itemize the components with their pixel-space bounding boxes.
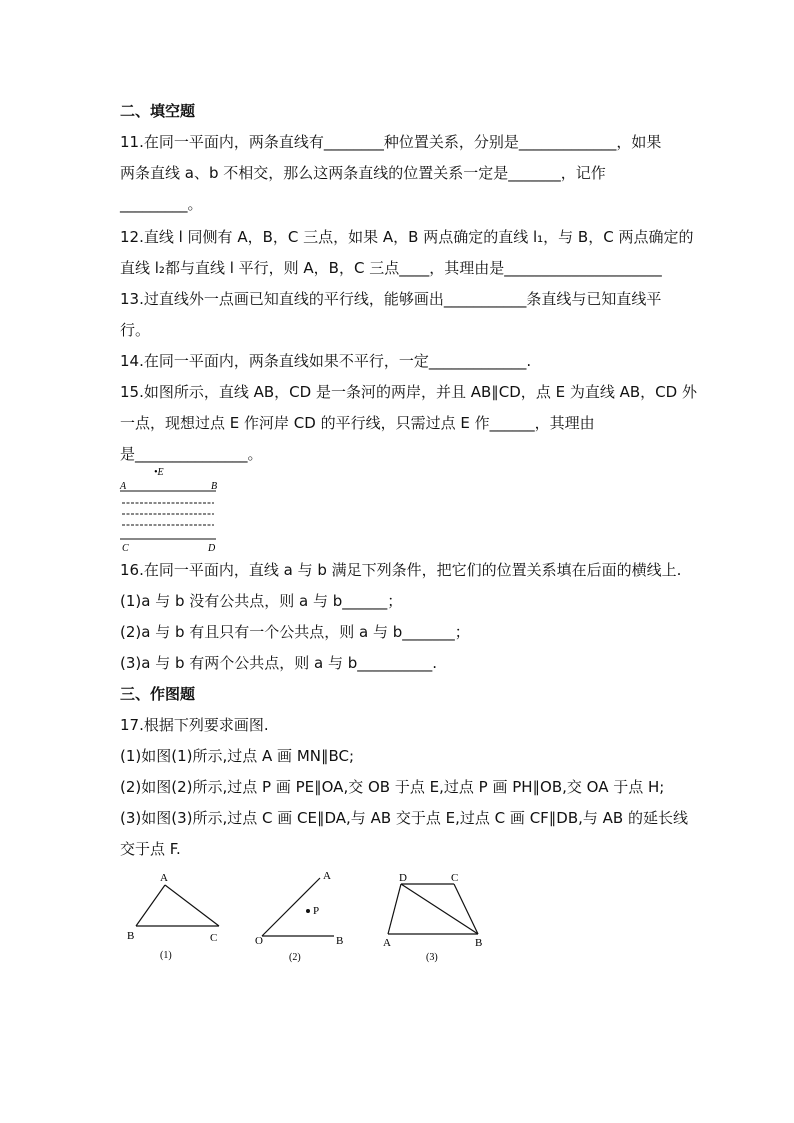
fig3-caption: (3) bbox=[426, 952, 438, 963]
section-title-fill-in: 二、填空题 bbox=[120, 102, 196, 120]
q17-line-4: (3)如图(3)所示,过点 C 画 CE∥DA,与 AB 交于点 E,过点 C 画 CF∥DB,与 AB 的延长线 bbox=[120, 809, 688, 827]
fig2-point-b: B bbox=[336, 935, 344, 947]
q16-line-1: 16.在同一平面内，直线 a 与 b 满足下列条件，把它们的位置关系填在后面的横线上. bbox=[120, 561, 682, 579]
fig2-point-p: P bbox=[313, 905, 320, 917]
section-title-drawing: 三、作图题 bbox=[120, 685, 196, 703]
point-c-label: C bbox=[122, 543, 129, 554]
segment-da bbox=[388, 884, 401, 934]
fig3-point-b: B bbox=[475, 937, 483, 949]
q12-line-1: 12.直线 l 同侧有 A，B，C 三点，如果 A，B 两点确定的直线 l₁，与 B，C 两点确定的 bbox=[120, 228, 694, 246]
figure-1-triangle bbox=[122, 868, 232, 968]
q11-line-2: 两条直线 a、b 不相交，那么这两条直线的位置关系一定是_______，记作 bbox=[120, 164, 606, 182]
fig1-caption: (1) bbox=[160, 950, 172, 961]
fig3-point-a: A bbox=[383, 937, 391, 949]
segment-ac bbox=[165, 885, 219, 926]
point-d-label: D bbox=[208, 543, 216, 554]
fig2-point-o: O bbox=[255, 935, 263, 947]
fig1-point-a: A bbox=[160, 872, 168, 884]
q11-line-3: _________。 bbox=[120, 195, 203, 213]
fig3-point-c: C bbox=[451, 872, 459, 884]
fig1-point-c: C bbox=[210, 932, 218, 944]
fig2-point-a: A bbox=[323, 870, 331, 882]
q16-line-2: (1)a 与 b 没有公共点，则 a 与 b______； bbox=[120, 592, 403, 610]
point-b-label: B bbox=[211, 481, 218, 492]
q15-line-1: 15.如图所示，直线 AB，CD 是一条河的两岸，并且 AB∥CD，点 E 为直线 AB，CD 外 bbox=[120, 383, 697, 401]
q14-line-1: 14.在同一平面内，两条直线如果不平行，一定_____________. bbox=[120, 352, 532, 370]
q17-line-2: (1)如图(1)所示,过点 A 画 MN∥BC; bbox=[120, 747, 355, 765]
ray-oa bbox=[262, 878, 320, 936]
point-a-label: A bbox=[120, 481, 127, 492]
figure-3-trapezoid bbox=[378, 866, 498, 968]
point-p-dot bbox=[306, 909, 310, 913]
q16-line-3: (2)a 与 b 有且只有一个公共点，则 a 与 b_______； bbox=[120, 623, 470, 641]
q15-line-3: 是_______________。 bbox=[120, 445, 263, 463]
river-figure bbox=[116, 462, 228, 556]
point-e-label: •E bbox=[154, 467, 164, 478]
q16-line-4: (3)a 与 b 有两个公共点，则 a 与 b__________. bbox=[120, 654, 438, 672]
segment-ab bbox=[136, 885, 165, 926]
fig1-point-b: B bbox=[127, 930, 135, 942]
q15-line-2: 一点，现想过点 E 作河岸 CD 的平行线，只需过点 E 作______，其理由 bbox=[120, 414, 595, 432]
q12-line-2: 直线 l₂都与直线 l 平行，则 A，B，C 三点____，其理由是_____________________ bbox=[120, 259, 662, 277]
q11-line-1: 11.在同一平面内，两条直线有________种位置关系，分别是_____________，如果 bbox=[120, 133, 662, 151]
q13-line-2: 行。 bbox=[120, 321, 151, 339]
fig2-caption: (2) bbox=[289, 952, 301, 963]
q17-line-1: 17.根据下列要求画图. bbox=[120, 716, 269, 734]
q13-line-1: 13.过直线外一点画已知直线的平行线，能够画出___________条直线与已知直线平 bbox=[120, 290, 662, 308]
q17-line-3: (2)如图(2)所示,过点 P 画 PE∥OA,交 OB 于点 E,过点 P 画 PH∥OB,交 OA 于点 H; bbox=[120, 778, 665, 796]
figure-2-angle bbox=[250, 864, 360, 968]
fig3-point-d: D bbox=[399, 872, 407, 884]
q17-line-5: 交于点 F. bbox=[120, 840, 181, 858]
